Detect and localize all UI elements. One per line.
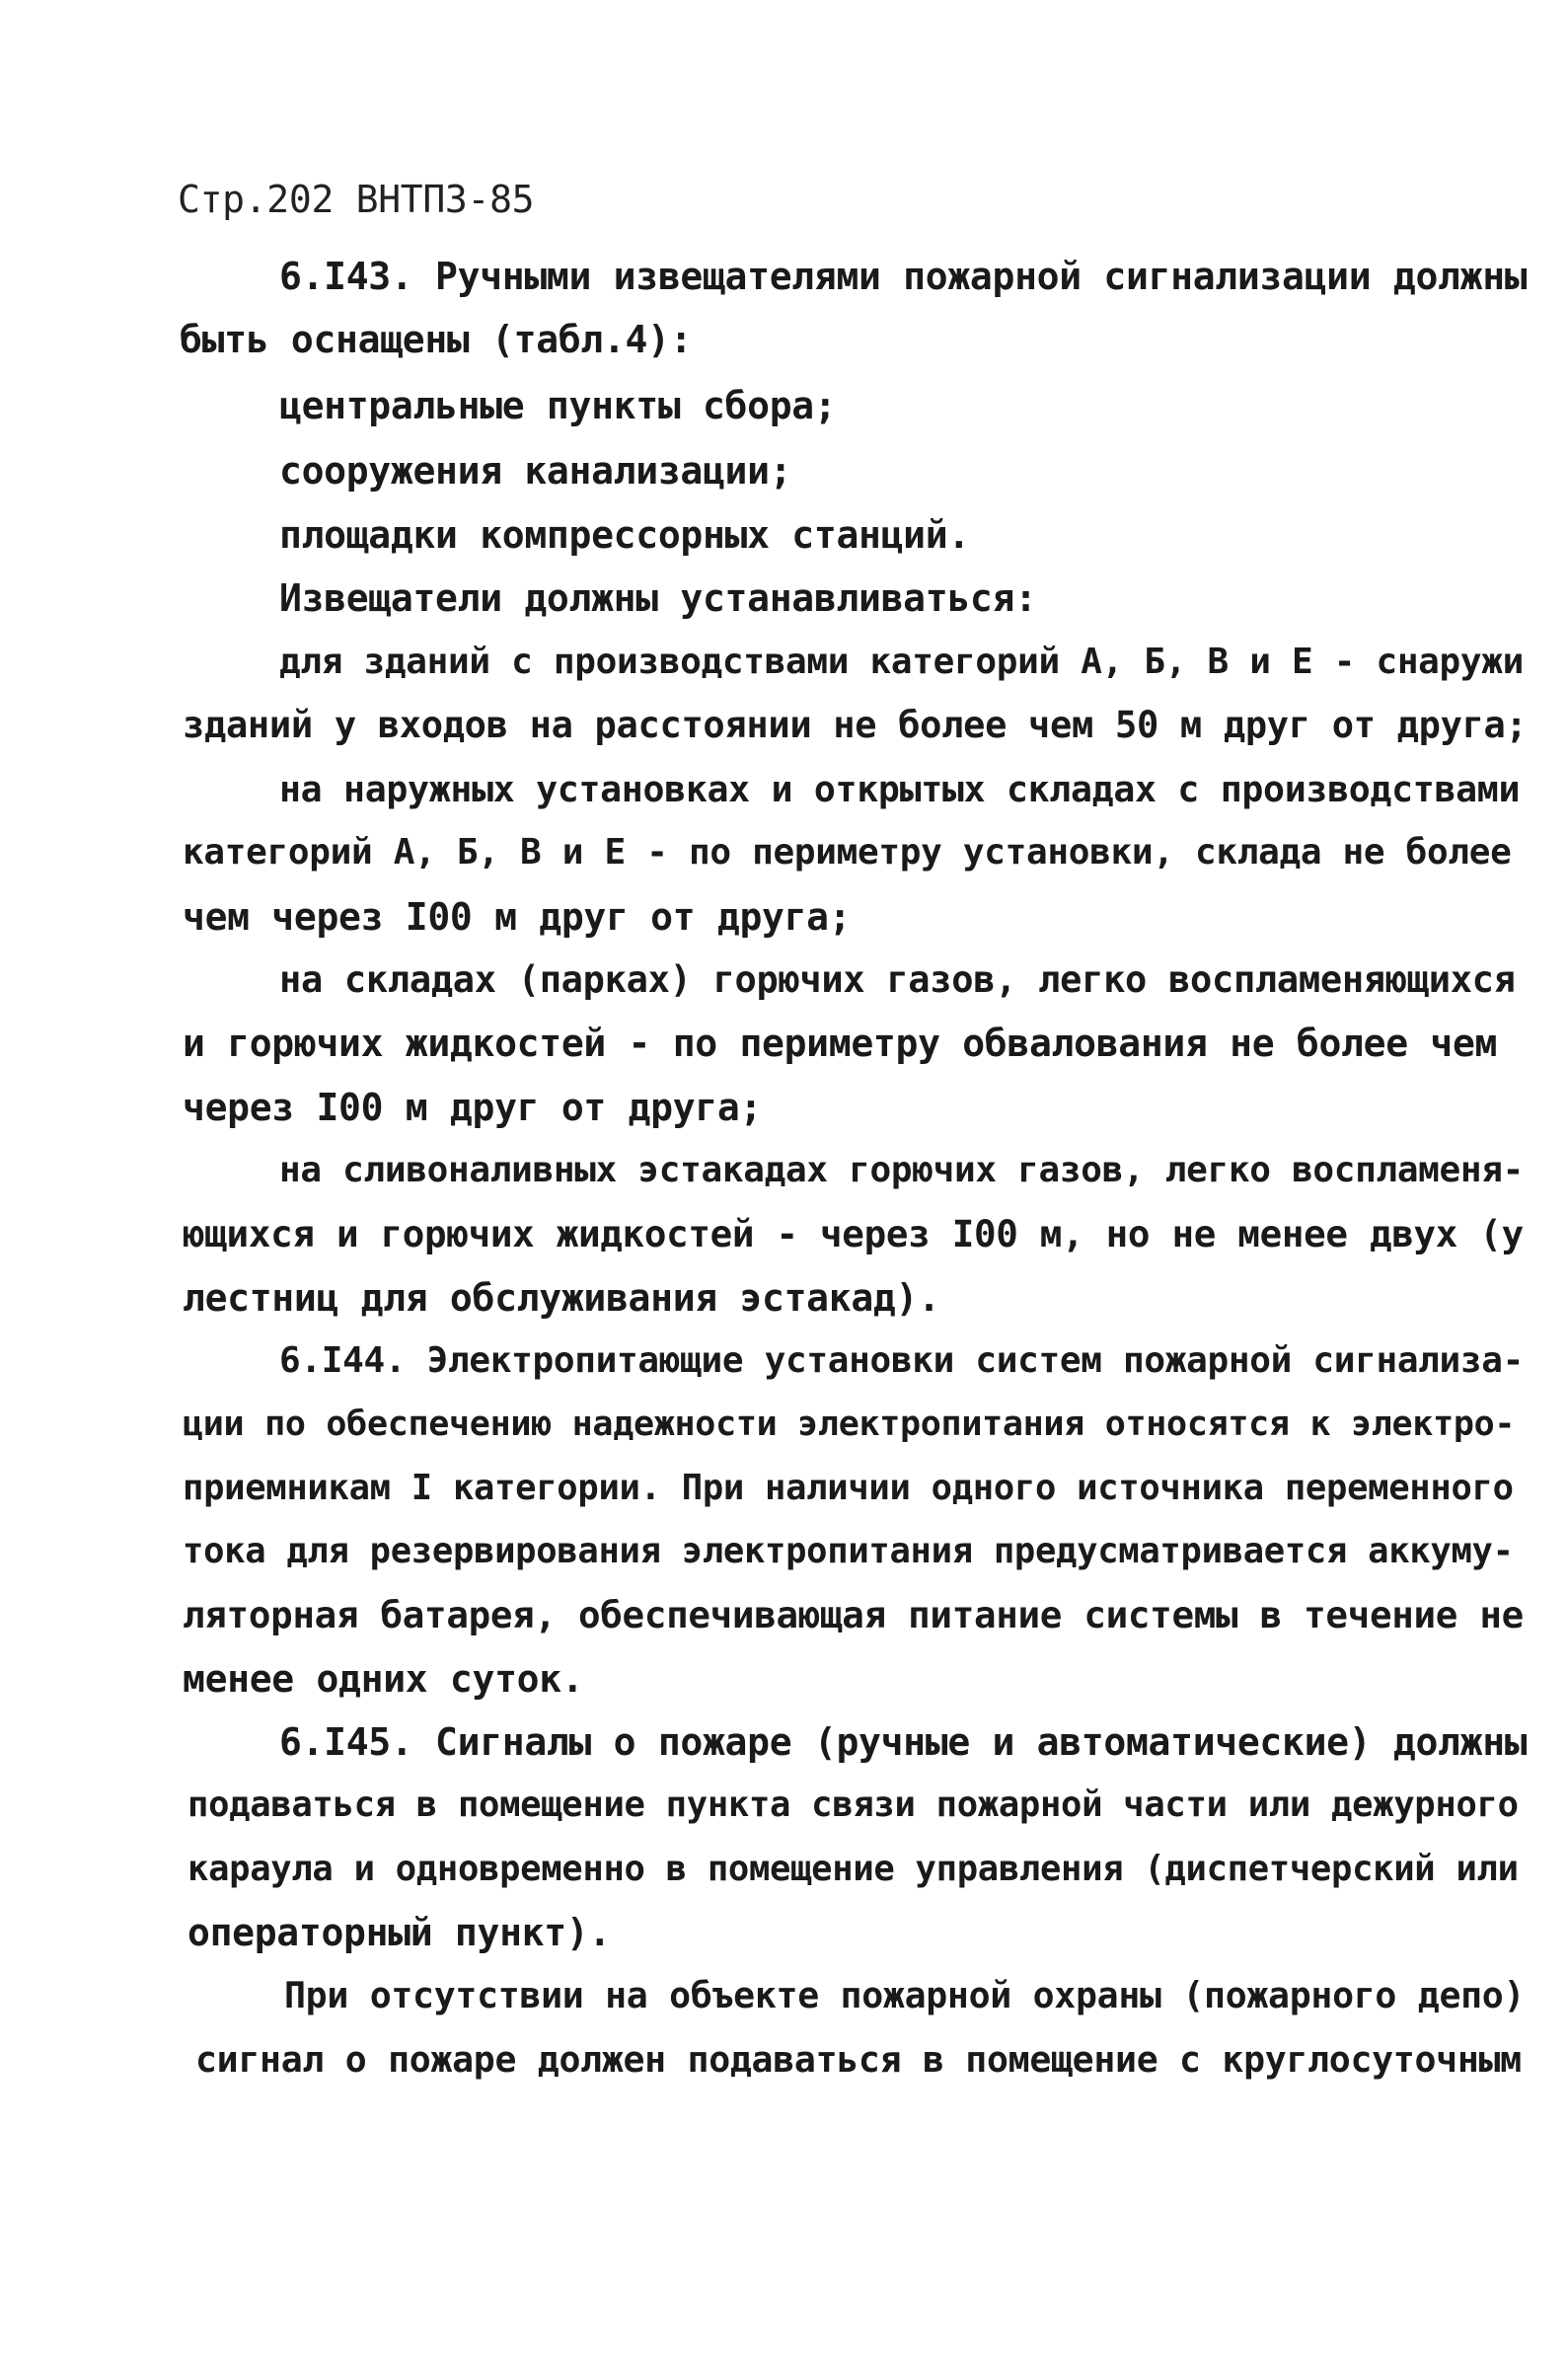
text-line: менее одних суток. — [183, 1657, 584, 1701]
text-line: центральные пункты сбора; — [279, 384, 837, 427]
text-line: ющихся и горючих жидкостей - через I00 м, но не менее двух (у — [183, 1212, 1524, 1255]
text-line: ляторная батарея, обеспечивающая питание системы в течение не — [183, 1593, 1524, 1636]
text-line: 6.I43. Ручными извещателями пожарной сигнализации должны — [279, 255, 1528, 298]
text-line: подаваться в помещение пункта связи пожарной части или дежурного — [187, 1784, 1519, 1825]
text-line: для зданий с производствами категорий А, Б, В и Е - снаружи — [279, 642, 1525, 682]
text-line: лестниц для обслуживания эстакад). — [183, 1276, 940, 1320]
text-line: сооружения канализации; — [279, 449, 792, 493]
text-line: зданий у входов на расстоянии не более чем 50 м друг от друга; — [183, 704, 1528, 746]
text-line: на сливоналивных эстакадах горючих газов, легко воспламеня- — [279, 1150, 1525, 1190]
text-line: 6.I44. Электропитающие установки систем пожарной сигнализа- — [279, 1340, 1525, 1381]
page-header: Стр.202 ВНТПЗ-85 — [178, 178, 535, 221]
text-line: операторный пункт). — [187, 1911, 611, 1954]
text-line: на наружных установках и открытых складах с производствами — [279, 768, 1521, 810]
text-line: и горючих жидкостей - по периметру обвалования не более чем — [183, 1022, 1498, 1065]
text-line: караула и одновременно в помещение управления (диспетчерский или — [187, 1849, 1519, 1889]
text-line: площадки компрессорных станций. — [279, 513, 970, 557]
text-line: ции по обеспечению надежности электропитания относятся к электро- — [183, 1405, 1516, 1444]
text-line: на складах (парках) горючих газов, легко воспламеняющихся — [279, 958, 1516, 1001]
text-line: чем через I00 м друг от друга; — [183, 895, 852, 939]
text-line: сигнал о пожаре должен подаваться в помещение с круглосуточным — [195, 2038, 1522, 2081]
text-line: 6.I45. Сигналы о пожаре (ручные и автоматические) должны — [279, 1720, 1528, 1764]
text-line: категорий А, Б, В и Е - по периметру установки, склада не более — [183, 832, 1512, 873]
text-line: При отсутствии на объекте пожарной охраны (пожарного депо) — [284, 1974, 1526, 2016]
text-line: через I00 м друг от друга; — [183, 1086, 763, 1129]
text-line: тока для резервирования электропитания предусматривается аккуму- — [183, 1531, 1514, 1571]
text-line: приемникам I категории. При наличии одного источника переменного — [183, 1468, 1514, 1508]
text-line: Извещатели должны устанавливаться: — [279, 576, 1037, 620]
text-line: быть оснащены (табл.4): — [180, 318, 693, 361]
